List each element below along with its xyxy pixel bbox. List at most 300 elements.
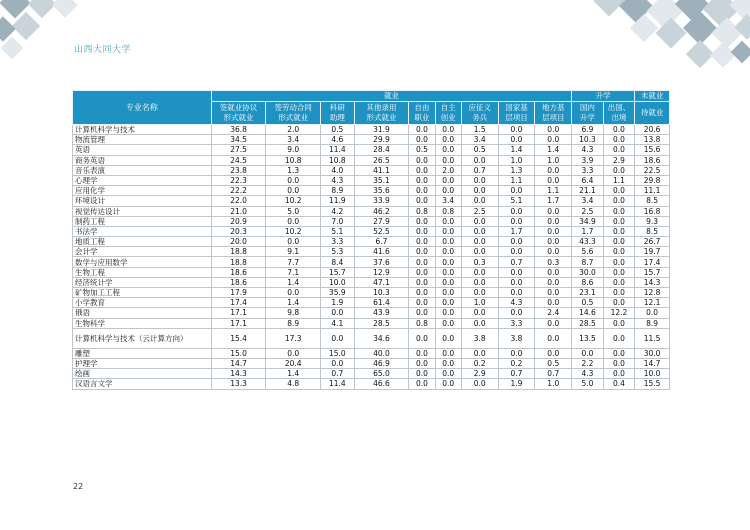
table-cell: 0.0 (603, 298, 635, 308)
table-cell: 65.0 (354, 369, 409, 379)
table-cell: 0.0 (535, 206, 572, 216)
table-cell: 46.9 (354, 358, 409, 368)
table-cell: 14.3 (635, 277, 670, 287)
table-cell: 0.8 (409, 206, 435, 216)
table-cell: 0.0 (461, 237, 498, 247)
table-row (73, 267, 670, 277)
column-header: 签劳动合同 形式就业 (266, 102, 321, 125)
table-cell: 3.3 (572, 165, 604, 175)
table-cell: 10.2 (266, 196, 321, 206)
table-cell: 3.4 (266, 135, 321, 145)
table-cell: 1.4 (535, 145, 572, 155)
table-cell: 0.0 (603, 348, 635, 358)
table-cell: 0.0 (461, 308, 498, 318)
table-cell: 11.5 (635, 328, 670, 348)
table-cell: 15.7 (321, 267, 355, 277)
table-cell: 0.0 (461, 247, 498, 257)
table-cell: 0.0 (461, 216, 498, 226)
table-cell: 7.7 (266, 257, 321, 267)
table-cell: 1.1 (603, 175, 635, 185)
table-cell: 0.0 (409, 175, 435, 185)
major-name: 音乐表演 (73, 165, 212, 175)
table-row (73, 186, 670, 196)
table-cell: 0.0 (498, 206, 535, 216)
table-cell: 29.8 (635, 175, 670, 185)
column-header: 待就业 (635, 102, 670, 125)
table-cell: 0.0 (435, 155, 461, 165)
major-name: 生物工程 (73, 267, 212, 277)
table-cell: 1.1 (535, 186, 572, 196)
table-cell: 0.0 (603, 288, 635, 298)
table-cell: 15.0 (321, 348, 355, 358)
table-cell: 41.1 (354, 165, 409, 175)
table-cell: 0.0 (572, 348, 604, 358)
table-cell: 0.0 (603, 186, 635, 196)
table-cell: 0.0 (603, 135, 635, 145)
table-cell: 0.0 (535, 226, 572, 236)
table-cell: 19.7 (635, 247, 670, 257)
table-cell: 1.0 (461, 298, 498, 308)
table-cell: 0.3 (535, 257, 572, 267)
table-cell: 0.0 (409, 358, 435, 368)
table-cell: 1.0 (498, 155, 535, 165)
table-cell: 0.0 (498, 135, 535, 145)
major-name: 汉语言文学 (73, 379, 212, 389)
table-cell: 47.1 (354, 277, 409, 287)
table-cell: 21.1 (572, 186, 604, 196)
table-cell: 0.0 (409, 135, 435, 145)
table-cell: 0.0 (603, 216, 635, 226)
table-cell: 0.0 (535, 328, 572, 348)
table-cell: 22.0 (211, 196, 266, 206)
header-further-study: 升学 (572, 91, 635, 102)
table-cell: 40.0 (354, 348, 409, 358)
table-cell: 22.2 (211, 186, 266, 196)
table-cell: 0.0 (435, 308, 461, 318)
table-cell: 17.3 (266, 328, 321, 348)
table-cell: 0.0 (435, 369, 461, 379)
table-cell: 15.6 (635, 145, 670, 155)
table-cell: 35.9 (321, 288, 355, 298)
major-name: 生物科学 (73, 318, 212, 328)
table-cell: 0.0 (321, 308, 355, 318)
table-cell: 43.3 (572, 237, 604, 247)
table-cell: 30.0 (635, 348, 670, 358)
table-cell: 8.7 (572, 257, 604, 267)
column-header: 应征义 务兵 (461, 102, 498, 125)
table-cell: 0.0 (409, 308, 435, 318)
table-cell: 9.8 (266, 308, 321, 318)
table-cell: 0.0 (461, 277, 498, 287)
major-name: 视觉传达设计 (73, 206, 212, 216)
table-cell: 0.0 (603, 226, 635, 236)
table-cell: 0.0 (461, 379, 498, 389)
table-cell: 14.6 (572, 308, 604, 318)
table-cell: 0.0 (266, 237, 321, 247)
table-cell: 0.0 (409, 216, 435, 226)
table-cell: 0.0 (498, 125, 535, 135)
table-cell: 14.7 (211, 358, 266, 368)
table-cell: 3.3 (498, 318, 535, 328)
major-name: 护理学 (73, 358, 212, 368)
table-cell: 4.3 (572, 369, 604, 379)
table-cell: 4.3 (572, 145, 604, 155)
table-cell: 2.2 (572, 358, 604, 368)
table-cell: 2.4 (535, 308, 572, 318)
table-cell: 10.2 (266, 226, 321, 236)
column-header: 科研 助理 (321, 102, 355, 125)
table-cell: 0.2 (461, 358, 498, 368)
table-row (73, 175, 670, 185)
column-header: 国家基 层项目 (498, 102, 535, 125)
table-cell: 0.0 (535, 288, 572, 298)
table-row (73, 369, 670, 379)
page-number: 22 (73, 482, 84, 491)
table-cell: 22.5 (635, 165, 670, 175)
table-cell: 9.0 (266, 145, 321, 155)
table-cell: 6.9 (572, 125, 604, 135)
table-cell: 11.4 (321, 145, 355, 155)
table-cell: 0.0 (409, 288, 435, 298)
table-cell: 0.7 (321, 369, 355, 379)
table-cell: 0.0 (603, 328, 635, 348)
table-cell: 0.0 (461, 155, 498, 165)
table-cell: 0.0 (535, 135, 572, 145)
table-cell: 0.0 (435, 135, 461, 145)
table-cell: 0.2 (498, 358, 535, 368)
table-cell: 0.0 (435, 379, 461, 389)
table-row (73, 125, 670, 135)
major-name: 计算机科学与技术（云计算方向） (73, 328, 212, 348)
table-cell: 18.8 (211, 257, 266, 267)
table-cell: 8.9 (635, 318, 670, 328)
column-header: 自由 职业 (409, 102, 435, 125)
table-cell: 26.5 (354, 155, 409, 165)
table-cell: 15.5 (635, 379, 670, 389)
table-cell: 2.0 (266, 125, 321, 135)
table-cell: 36.8 (211, 125, 266, 135)
major-name: 雕塑 (73, 348, 212, 358)
table-cell: 0.0 (461, 318, 498, 328)
table-cell: 3.4 (572, 196, 604, 206)
table-cell: 10.3 (354, 288, 409, 298)
table-cell: 7.1 (266, 267, 321, 277)
university-name: 山西大同大学 (74, 45, 132, 55)
table-cell: 5.1 (321, 226, 355, 236)
table-cell: 0.0 (603, 145, 635, 155)
table-cell: 18.6 (211, 267, 266, 277)
table-cell: 0.0 (409, 196, 435, 206)
table-cell: 0.0 (435, 257, 461, 267)
major-name: 应用化学 (73, 186, 212, 196)
major-name: 心理学 (73, 175, 212, 185)
table-cell: 0.0 (498, 247, 535, 257)
table-cell: 0.0 (435, 145, 461, 155)
table-cell: 0.0 (603, 257, 635, 267)
table-cell: 0.0 (409, 328, 435, 348)
table-cell: 13.5 (572, 328, 604, 348)
table-cell: 10.8 (321, 155, 355, 165)
table-cell: 0.0 (409, 379, 435, 389)
table-cell: 0.0 (603, 277, 635, 287)
table-cell: 1.4 (266, 277, 321, 287)
table-cell: 10.0 (635, 369, 670, 379)
table-row (73, 226, 670, 236)
table-cell: 0.0 (409, 155, 435, 165)
header-unemployed: 未就业 (635, 91, 670, 102)
table-cell: 0.0 (435, 348, 461, 358)
table-cell: 0.0 (435, 267, 461, 277)
table-cell: 2.9 (603, 155, 635, 165)
table-cell: 16.8 (635, 206, 670, 216)
table-cell: 0.0 (461, 226, 498, 236)
table-cell: 2.5 (572, 206, 604, 216)
table-cell: 0.0 (461, 196, 498, 206)
table-cell: 11.4 (321, 379, 355, 389)
major-name: 地质工程 (73, 237, 212, 247)
table-cell: 0.0 (535, 298, 572, 308)
table-cell: 4.3 (498, 298, 535, 308)
column-header: 地方基 层项目 (535, 102, 572, 125)
table-cell: 0.0 (321, 358, 355, 368)
table-cell: 10.8 (266, 155, 321, 165)
table-cell: 31.9 (354, 125, 409, 135)
column-header: 自主 创业 (435, 102, 461, 125)
table-cell: 0.0 (535, 267, 572, 277)
table-cell: 52.5 (354, 226, 409, 236)
table-cell: 0.5 (535, 358, 572, 368)
column-header: 国内 升学 (572, 102, 604, 125)
table-cell: 12.9 (354, 267, 409, 277)
column-header: 出国、 出境 (603, 102, 635, 125)
table-cell: 13.3 (211, 379, 266, 389)
table-cell: 1.0 (535, 155, 572, 165)
table-cell: 3.4 (435, 196, 461, 206)
major-name: 小学教育 (73, 298, 212, 308)
table-cell: 0.0 (498, 288, 535, 298)
table-cell: 0.8 (435, 206, 461, 216)
table-cell: 14.7 (635, 358, 670, 368)
table-cell: 0.0 (435, 288, 461, 298)
table-cell: 5.1 (498, 196, 535, 206)
table-cell: 0.0 (603, 165, 635, 175)
employment-table (72, 90, 670, 390)
table-cell: 4.3 (321, 175, 355, 185)
table-row (73, 328, 670, 348)
table-row (73, 247, 670, 257)
table-cell: 27.5 (211, 145, 266, 155)
column-header: 其他录用 形式就业 (354, 102, 409, 125)
table-cell: 0.0 (435, 247, 461, 257)
table-cell: 28.5 (354, 318, 409, 328)
table-cell: 0.0 (409, 267, 435, 277)
table-cell: 23.8 (211, 165, 266, 175)
table-cell: 0.0 (409, 237, 435, 247)
table-cell: 0.0 (535, 247, 572, 257)
table-row (73, 348, 670, 358)
table-cell: 1.4 (266, 369, 321, 379)
table-cell: 0.0 (603, 237, 635, 247)
table-cell: 15.0 (211, 348, 266, 358)
table-cell: 18.6 (635, 155, 670, 165)
table-cell: 0.0 (603, 318, 635, 328)
table-row (73, 308, 670, 318)
table-cell: 1.3 (498, 165, 535, 175)
table-cell: 20.6 (635, 125, 670, 135)
table-cell: 0.7 (535, 369, 572, 379)
table-cell: 0.0 (435, 226, 461, 236)
table-row (73, 358, 670, 368)
table-cell: 0.0 (461, 175, 498, 185)
table-cell: 20.4 (266, 358, 321, 368)
table-row (73, 206, 670, 216)
table-cell: 27.9 (354, 216, 409, 226)
table-cell: 0.5 (461, 145, 498, 155)
table-cell: 11.1 (635, 186, 670, 196)
table-cell: 0.0 (409, 298, 435, 308)
table-row (73, 165, 670, 175)
table-row (73, 237, 670, 247)
table-cell: 0.0 (603, 206, 635, 216)
major-name: 英语 (73, 145, 212, 155)
table-row (73, 145, 670, 155)
table-cell: 1.7 (535, 196, 572, 206)
table-cell: 0.0 (535, 175, 572, 185)
table-cell: 5.0 (266, 206, 321, 216)
table-cell: 18.8 (211, 247, 266, 257)
table-cell: 1.1 (498, 175, 535, 185)
table-cell: 0.0 (266, 216, 321, 226)
table-cell: 17.4 (635, 257, 670, 267)
table-cell: 0.0 (603, 247, 635, 257)
table-cell: 3.8 (461, 328, 498, 348)
table-cell: 15.4 (211, 328, 266, 348)
table-cell: 6.7 (354, 237, 409, 247)
table-cell: 0.0 (409, 186, 435, 196)
table-cell: 0.0 (409, 369, 435, 379)
table-cell: 12.2 (603, 308, 635, 318)
table-cell: 1.4 (266, 298, 321, 308)
table-cell: 0.8 (409, 318, 435, 328)
table-cell: 0.0 (461, 348, 498, 358)
table-cell: 2.0 (435, 165, 461, 175)
table-row (73, 277, 670, 287)
table-cell: 9.1 (266, 247, 321, 257)
table-cell: 0.0 (603, 369, 635, 379)
table-cell: 17.1 (211, 308, 266, 318)
table-cell: 9.3 (635, 216, 670, 226)
table-cell: 17.9 (211, 288, 266, 298)
table-cell: 0.0 (635, 308, 670, 318)
table-cell: 0.0 (498, 267, 535, 277)
table-cell: 26.7 (635, 237, 670, 247)
table-cell: 1.5 (461, 125, 498, 135)
table-cell: 0.0 (409, 277, 435, 287)
table-cell: 0.0 (461, 267, 498, 277)
table-cell: 33.9 (354, 196, 409, 206)
table-cell: 18.6 (211, 277, 266, 287)
table-cell: 23.1 (572, 288, 604, 298)
table-cell: 0.0 (461, 186, 498, 196)
table-cell: 0.0 (409, 247, 435, 257)
table-cell: 0.3 (461, 257, 498, 267)
table-cell: 3.3 (321, 237, 355, 247)
header-employment: 就业 (211, 91, 571, 102)
table-cell: 6.4 (572, 175, 604, 185)
table-cell: 1.9 (498, 379, 535, 389)
table-cell: 0.0 (435, 216, 461, 226)
major-name: 会计学 (73, 247, 212, 257)
table-cell: 0.0 (498, 348, 535, 358)
table-cell: 0.0 (498, 308, 535, 318)
table-cell: 0.0 (435, 318, 461, 328)
table-cell: 41.6 (354, 247, 409, 257)
table-cell: 5.6 (572, 247, 604, 257)
table-cell: 0.0 (266, 186, 321, 196)
major-name: 物流管理 (73, 135, 212, 145)
table-cell: 0.0 (435, 186, 461, 196)
table-cell: 35.6 (354, 186, 409, 196)
table-cell: 0.0 (498, 186, 535, 196)
table-cell: 0.0 (603, 267, 635, 277)
table-cell: 34.9 (572, 216, 604, 226)
major-name: 商务英语 (73, 155, 212, 165)
table-cell: 28.5 (572, 318, 604, 328)
table-cell: 0.0 (266, 175, 321, 185)
table-cell: 1.7 (572, 226, 604, 236)
table-cell: 4.6 (321, 135, 355, 145)
table-cell: 10.3 (572, 135, 604, 145)
major-name: 绘画 (73, 369, 212, 379)
major-name: 环境设计 (73, 196, 212, 206)
table-cell: 13.8 (635, 135, 670, 145)
table-cell: 0.0 (435, 125, 461, 135)
table-row (73, 318, 670, 328)
table-cell: 14.3 (211, 369, 266, 379)
table-cell: 7.0 (321, 216, 355, 226)
table-cell: 20.9 (211, 216, 266, 226)
table-cell: 3.4 (461, 135, 498, 145)
table-cell: 0.0 (498, 237, 535, 247)
table-cell: 0.0 (535, 216, 572, 226)
table-cell: 0.0 (435, 328, 461, 348)
table-cell: 0.0 (435, 237, 461, 247)
table-row (73, 379, 670, 389)
table-cell: 1.9 (321, 298, 355, 308)
column-header: 签就业协议 形式就业 (211, 102, 266, 125)
table-row (73, 155, 670, 165)
table-cell: 0.0 (535, 165, 572, 175)
table-cell: 30.0 (572, 267, 604, 277)
table-cell: 0.5 (409, 145, 435, 155)
table-cell: 8.5 (635, 196, 670, 206)
table-cell: 0.7 (498, 369, 535, 379)
table-cell: 0.0 (603, 358, 635, 368)
table-row (73, 135, 670, 145)
table-cell: 0.0 (266, 348, 321, 358)
table-cell: 0.0 (535, 348, 572, 358)
table-cell: 0.0 (435, 358, 461, 368)
table-cell: 0.0 (321, 328, 355, 348)
table-cell: 0.5 (572, 298, 604, 308)
table-cell: 0.0 (409, 125, 435, 135)
table-cell: 0.5 (321, 125, 355, 135)
major-name: 经济统计学 (73, 277, 212, 287)
table-cell: 3.9 (572, 155, 604, 165)
table-cell: 37.6 (354, 257, 409, 267)
table-row (73, 288, 670, 298)
table-cell: 8.9 (266, 318, 321, 328)
